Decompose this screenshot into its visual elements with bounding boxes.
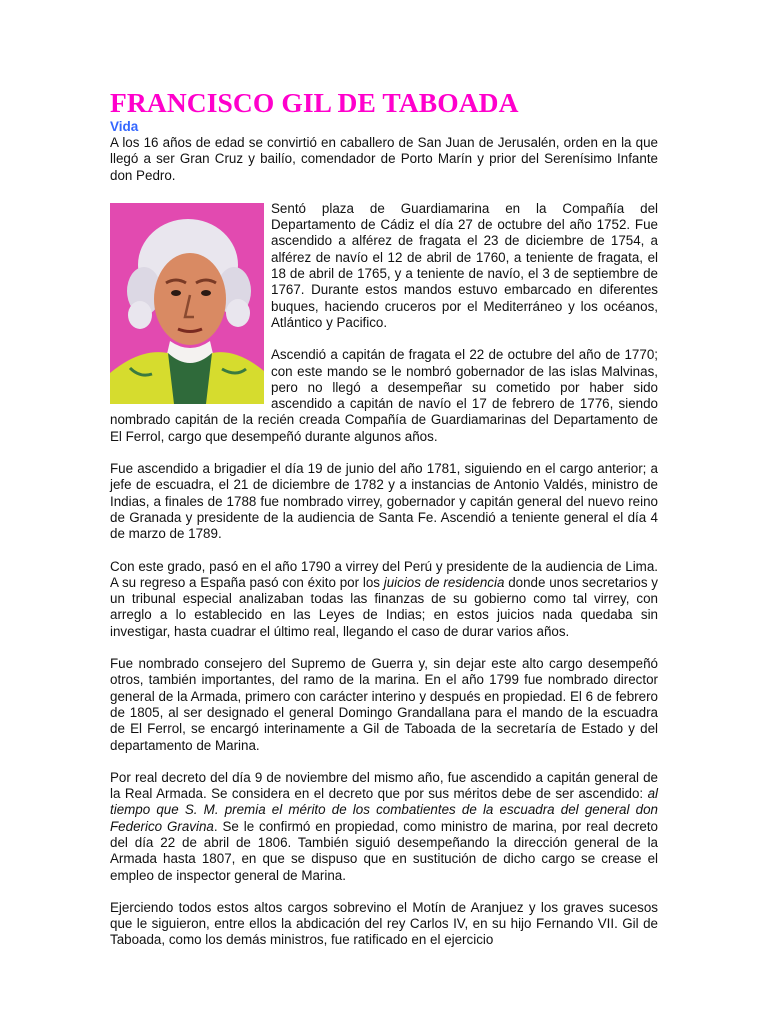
document-page	[110, 86, 658, 965]
paragraph-5-emphasis: juicios de residencia	[383, 574, 505, 590]
paragraph-7-text-b: . Se le confirmó en propiedad, como ministro de marina, por real decreto del día 22 de abril de 1806. También siguió desempeñando la dirección general de la Armada hasta 1807, en que se dispuso que en sustitución de dicho cargo se crease el empleo de inspector general de Marina.	[110, 818, 658, 883]
paragraph-8: Ejerciendo todos estos altos cargos sobrevino el Motín de Aranjuez y los graves sucesos que le siguieron, entre ellos la abdicación del rey Carlos IV, en su hijo Fernando VII. Gil de Taboada, como los demás ministros, fue ratificado en el ejercicio	[110, 899, 658, 948]
portrait-image	[110, 203, 264, 404]
paragraph-6: Fue nombrado consejero del Supremo de Guerra y, sin dejar este alto cargo desempeñó otros, también importantes, del ramo de la marina. En el año 1799 fue nombrado director general de la Armada, primero con carácter interino y después en propiedad. El 6 de febrero de 1805, al ser designado el general Domingo Grandallana para el mando de la escuadra de El Ferrol, se encargó interinamente a Gil de Taboada de la secretaría de Estado y del departamento de Marina.	[110, 656, 658, 753]
section-heading: Vida	[110, 119, 139, 134]
paragraph-7	[110, 770, 658, 884]
paragraph-7-text-a: Por real decreto del día 9 de noviembre del mismo año, fue ascendido a capitán general de la Real Armada. Se considera en el decreto que por sus méritos debe de ser ascendido:	[110, 769, 658, 802]
paragraph-2: Sentó plaza de Guardiamarina en la Compañía del Departamento de Cádiz el día 27 de octubre del año 1752. Fue ascendido a alférez de fragata el 23 de diciembre de 1754, a alférez de navío el 12 de abril de 1760, a teniente de fragata, el 18 de abril de 1765, y a teniente de navío, el 3 de septiembre de 1767. Durante estos mandos estuvo embarcado en diferentes buques, haciendo cruceros por el Mediterráneo y los océanos, Atlántico y Pacifico.	[271, 200, 658, 330]
paragraph-1: A los 16 años de edad se convirtió en caballero de San Juan de Jerusalén, orden en la que llegó a ser Gran Cruz y bailío, comendador de Porto Marín y prior del Serenísimo Infante don Pedro.	[110, 135, 658, 183]
paragraph-5-text-b: donde unos secretarios y un tribunal especial analizaban todas las finanzas de su gobierno como tal virrey, con arreglo a lo establecido en las Leyes de Indias; en estos juicios nada quedaba sin investigar, hasta cuadrar el último real, llegando el caso de durar varios años.	[110, 574, 658, 639]
paragraph-7-emphasis: al tiempo que S. M. premia el mérito de los combatientes de la escuadra del general don Federico Gravina	[110, 786, 658, 834]
paragraph-3: Ascendió a capitán de fragata el 22 de octubre del año de 1770; con este mando se le nombró gobernador de las islas Malvinas, pero no llegó a desempeñar su cometido por haber sido ascendido a capitán de navío el 17 de febrero de 1776, siendo nombrado capitán de la recién creada Compañía de Guardiamarinas del Departamento de El Ferrol, cargo que desempeñó durante algunos años.	[110, 347, 658, 444]
paragraph-5-text-a: Con este grado, pasó en el año 1790 a virrey del Perú y presidente de la audiencia de Lima. A su regreso a España pasó con éxito por los	[110, 558, 658, 590]
paragraph-5	[110, 559, 658, 640]
paragraph-4: Fue ascendido a brigadier el día 19 de junio del año 1781, siguiendo en el cargo anterior; a jefe de escuadra, el 21 de diciembre de 1782 y a instancias de Antonio Valdés, ministro de Indias, a finales de 1788 fue nombrado virrey, gobernador y capitán general del nuevo reino de Granada y presidente de la audiencia de Santa Fe. Ascendió a teniente general el día 4 de marzo de 1789.	[110, 461, 658, 542]
page-title: FRANCISCO GIL DE TABOADA	[110, 87, 519, 118]
